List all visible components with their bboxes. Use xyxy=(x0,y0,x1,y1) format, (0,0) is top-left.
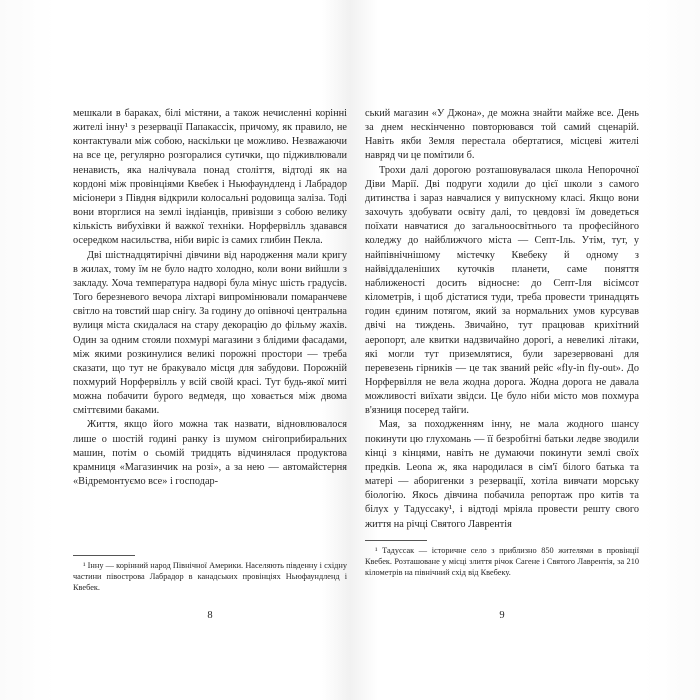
left-paragraph-2: Дві шістнадцятирічні дівчини від народження мали кригу в жилах, тому їм не було надто холодно, коли вони вийшли з закладу. Хоча температура надворі була мінус шість градусів. Того березневого вечора ліхтарі випромінювали помаранчеве світло на товстий шар снігу. За годину до опівночі центральна вулиця міста скидалася на стару декорацію до фільму жахів. Один за одним стояли похмурі магазини з блідими фасадами, між якими розкинулися великі порожні простори — треба сказати, що тут не бракувало місця для забудови. Порожній похмурий Норфервілль у всій своїй красі. Тут будь-якої миті можна побачити бурого ведмедя, що ховається між двома сміттєвими баками. xyxy=(73,249,347,417)
right-paragraph-3: Мая, за походженням інну, не мала жодного шансу покинути цю глухомань — її безробітні батьки ледве зводили кінці з кінцями, навіть не думаючи покинути землі своїх предків. Leona ж, яка народилася в сім'ї білого батька та матері — аборигенки з резервації, хотіла вивчати морську біологію. Якось дівчина побачила репортаж про китів та білух у Тадуссаку¹, і відтоді мріяла провести решту свого життя на річці Святого Лаврентія xyxy=(365,419,639,530)
left-footnote-block xyxy=(73,555,347,593)
right-footnote-block xyxy=(365,540,639,578)
left-page-number: 8 xyxy=(207,610,213,621)
right-paragraph-2: Трохи далі дорогою розташовувалася школа Непорочної Діви Марії. Дві подруги ходили до цієї школи з самого дитинства і зараз навчалися у випускному класі. Якщо вони захочуть здобувати освіту далі, то цевдовзі їм доведеться поїхати навчатися до загальноосвітнього та професійного коледжу до найближчого міста — Септ-Іль. Утім, тут, у найпівнічнішому містечку Квебеку й одному з найвіддаленіших куточків планети, саме поняття наближеності досить відносне: до Септ-Іля вісімсот кілометрів, і щоб дістатися туди, треба провести тринадцять годин єдиним потягом, який за нормальних умов курсував двічі на тиждень. Звичайно, тут працював крихітний аеропорт, але квитки надзвичайно дорогі, а невеликі літаки, які могли тут приземлятися, були зарезервовані для перевезень гірників — це так званий рейс «fly-in fly-out». До Норфервілля не вела жодна дорога. Жодна дорога не давала можливості виїхати звідси. Це було ніби місто мов похмура в'язниця посеред тайги. xyxy=(365,164,639,417)
right-page-body xyxy=(365,107,639,532)
left-paragraph-3: Життя, якщо його можна так назвати, відновлювалося лише о шостій годині ранку із шумом снігоприбиральних машин, потім о сьомій тридцять відчинялася продуктова крамниця «Магазинчик на розі», а за нею — автомайстерня «Відремонтуємо все» і господар- xyxy=(73,419,347,488)
right-paragraph-1: ський магазин «У Джона», де можна знайти майже все. День за днем нескінченно повторювався той самий сценарій. Навіть якби Земля перестала обертатися, місцеві жителі навряд чи це помітили б. xyxy=(365,108,639,162)
right-page-number: 9 xyxy=(499,610,505,621)
right-footnote: ¹ Тадуссак — історичне село з приблизно 850 жителями в провінції Квебек. Розташоване у місці злиття річок Сагене і Святого Лаврентія, за 210 кілометрів на північний схід від Квебеку. xyxy=(365,546,639,578)
left-paragraph-1: мешкали в бараках, білі містяни, а також нечисленні корінні жителі інну¹ з резервації Папакассік, причому, як правило, не контактували між собою, наскільки це можливо. Незважаючи на все це, регулярно розгоралися сутички, що підживлювали ненависть, яка налічувала понад століття, відтоді як на кордоні між провінціями Квебек і Ньюфаундленд і Лабрадор місіонери з Півдня відкрили колосальні родовища заліза. Тоді вони вторглися на землі індіанців, привізши з собою велику кількість вибухівки й важкої техніки. Норфервілль здавався осередком насильства, ніби виріс із самих глибин Пекла. xyxy=(73,108,347,247)
left-page-body xyxy=(73,107,347,489)
left-footnote: ¹ Інну — корінний народ Північної Америки. Населяють південну і східну частини півострова Лабрадор в канадських провінціях Ньюфаундленд і Квебек. xyxy=(73,561,347,593)
